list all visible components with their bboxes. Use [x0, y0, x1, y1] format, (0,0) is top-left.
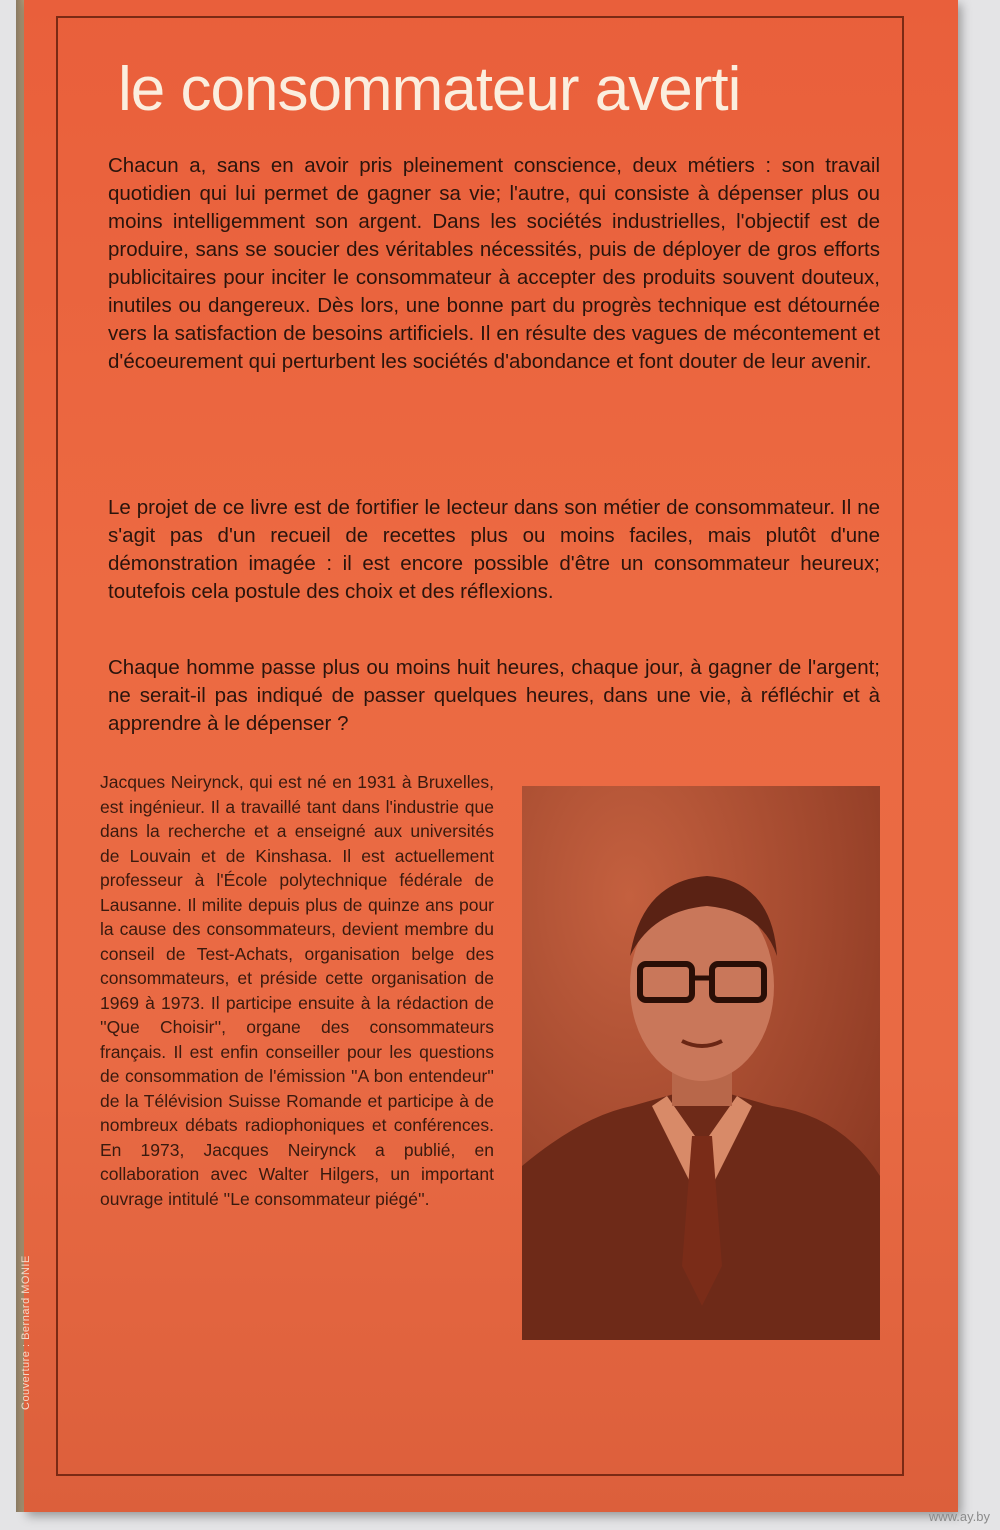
- author-biography: Jacques Neirynck, qui est né en 1931 à Bruxelles, est ingénieur. Il a travaillé tant dans l'industrie que dans la recherche et a enseigné aux universités de Louvain et de Kinshasa. Il est actuellement professeur à l'École polytechnique fédérale de Lausanne. Il milite depuis plus de quinze ans pour la cause des consommateurs, devient membre du conseil de Test-Achats, organisation belge des consommateurs, et préside cette organisation de 1969 à 1973. Il participe ensuite à la rédaction de ''Que Choisir'', organe des consommateurs français. Il est enfin conseiller pour les questions de consommation de l'émission ''A bon entendeur'' de la Télévision Suisse Romande et participe à de nombreux débats radiophoniques et conférences. En 1973, Jacques Neirynck a publié, en collaboration avec Walter Hilgers, un important ouvrage intitulé ''Le consommateur piégé''.: [100, 772, 494, 1209]
- author-portrait-illustration: [522, 786, 880, 1340]
- author-photo: [522, 786, 880, 1340]
- blurb-paragraph-2: Le projet de ce livre est de fortifier le lecteur dans son métier de consommateur. Il ne s'agit pas d'un recueil de recettes plus ou moins faciles, mais plutôt d'une démonstration imagée : il est encore possible d'être un consommateur heureux; toutefois cela postule des choix et des réflexions.: [108, 496, 880, 603]
- book-title: le consommateur averti: [118, 55, 741, 124]
- blurb-paragraph-3: Chaque homme passe plus ou moins huit heures, chaque jour, à gagner de l'argent; ne serait-il pas indiqué de passer quelques heures, dans une vie, à réfléchir et à apprendre à le dépenser ?: [108, 656, 880, 735]
- cover-credit: Couverture : Bernard MONIE: [20, 1255, 32, 1410]
- watermark: www.ay.by: [928, 1509, 990, 1524]
- blurb-paragraph-1: Chacun a, sans en avoir pris pleinement conscience, deux métiers : son travail quotidien qui lui permet de gagner sa vie; l'autre, qui consiste à dépenser plus ou moins intelligemment son argent. Dans les sociétés industrielles, l'objectif est de produire, sans se soucier des véritables nécessités, puis de déployer de gros efforts publicitaires pour inciter le consommateur à accepter des produits souvent douteux, inutiles ou dangereux. Dès lors, une bonne part du progrès technique est détournée vers la satisfaction de besoins artificiels. Il en résulte des vagues de mécontement et d'écoeurement qui perturbent les sociétés d'abondance et font douter de leur avenir.: [108, 154, 880, 373]
